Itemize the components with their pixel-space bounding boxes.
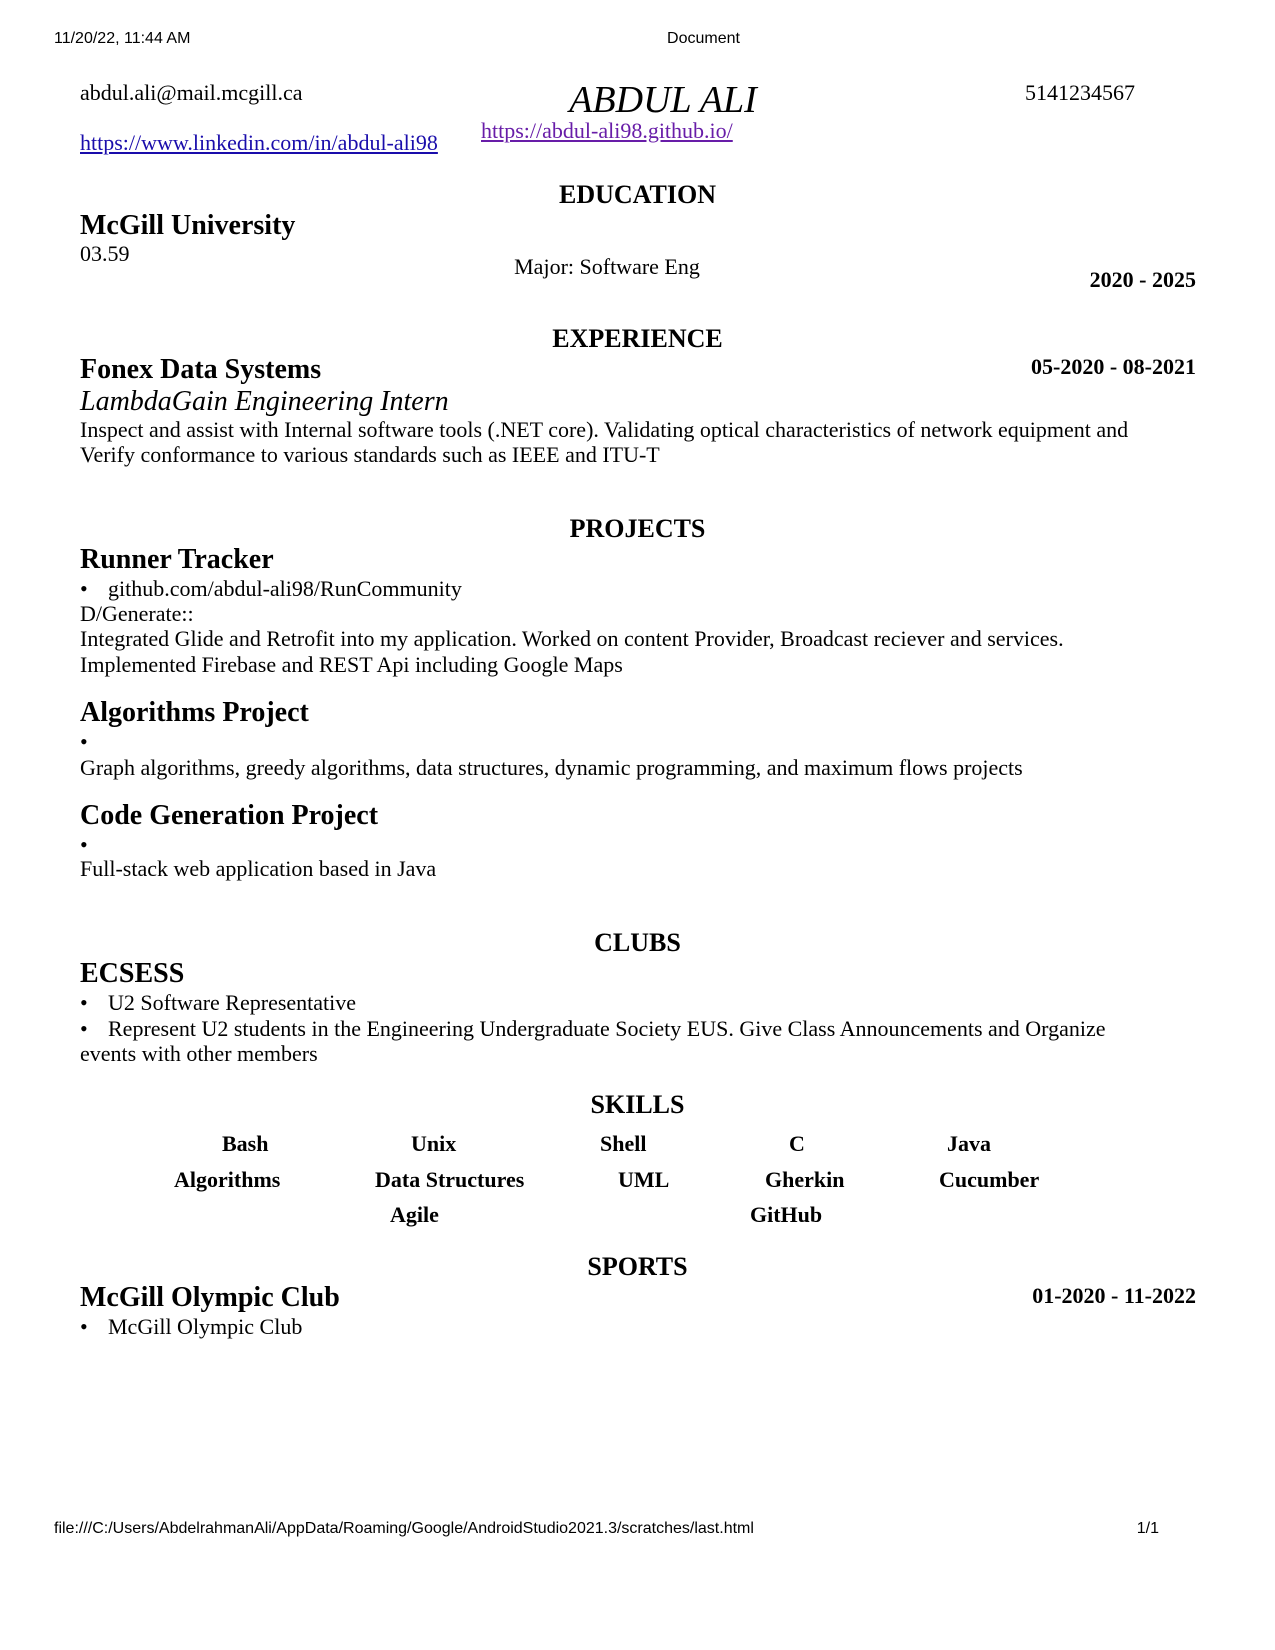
print-page-number: 1/1 bbox=[1136, 1520, 1159, 1537]
project-line: Integrated Glide and Retrofit into my application. Worked on content Provider, Broadcast reciever and services. bbox=[80, 626, 1064, 651]
print-file-path: file:///C:/Users/AbdelrahmanAli/AppData/Roaming/Google/AndroidStudio2021.3/scratches/last.html bbox=[54, 1520, 754, 1537]
sports-heading: SPORTS bbox=[587, 1252, 688, 1281]
experience-role: LambdaGain Engineering Intern bbox=[80, 386, 449, 417]
education-heading: EDUCATION bbox=[559, 180, 716, 209]
page-title: ABDUL ALI bbox=[569, 79, 757, 121]
skill-item: UML bbox=[618, 1167, 670, 1192]
skill-item: Bash bbox=[222, 1131, 269, 1156]
print-datetime: 11/20/22, 11:44 AM bbox=[54, 30, 191, 47]
skill-item: Agile bbox=[390, 1202, 439, 1227]
education-dates: 2020 - 2025 bbox=[1089, 267, 1196, 292]
skills-heading: SKILLS bbox=[590, 1090, 685, 1119]
education-school: McGill University bbox=[80, 210, 296, 241]
education-gpa: 03.59 bbox=[80, 241, 130, 266]
skill-item: Algorithms bbox=[174, 1167, 281, 1192]
experience-dates: 05-2020 - 08-2021 bbox=[1031, 354, 1196, 379]
skill-item: Data Structures bbox=[375, 1167, 525, 1192]
sport-name: McGill Olympic Club bbox=[80, 1282, 340, 1313]
club-bullet: U2 Software Representative bbox=[108, 990, 357, 1015]
skill-item: C bbox=[789, 1131, 805, 1156]
bullet-icon: • bbox=[80, 729, 88, 754]
experience-line: Verify conformance to various standards such as IEEE and ITU-T bbox=[80, 442, 660, 467]
experience-heading: EXPERIENCE bbox=[552, 324, 723, 353]
bullet-icon: • bbox=[80, 990, 88, 1015]
linkedin-link[interactable]: https://www.linkedin.com/in/abdul-ali98 bbox=[80, 130, 438, 155]
skill-item: Shell bbox=[600, 1131, 647, 1156]
project-link: github.com/abdul-ali98/RunCommunity bbox=[108, 576, 462, 601]
club-continuation: events with other members bbox=[80, 1041, 318, 1066]
skill-item: Cucumber bbox=[939, 1167, 1040, 1192]
project-title: Code Generation Project bbox=[80, 800, 379, 831]
project-title: Algorithms Project bbox=[80, 697, 309, 728]
print-title: Document bbox=[667, 30, 740, 47]
experience-line: Inspect and assist with Internal software tools (.NET core). Validating optical characteristics of network equipment and bbox=[80, 417, 1129, 442]
skill-item: GitHub bbox=[750, 1202, 823, 1227]
project-line: Graph algorithms, greedy algorithms, data structures, dynamic programming, and maximum flows projects bbox=[80, 755, 1023, 780]
skill-item: Unix bbox=[411, 1131, 457, 1156]
projects-heading: PROJECTS bbox=[569, 514, 706, 543]
bullet-icon: • bbox=[80, 576, 88, 601]
club-name: ECSESS bbox=[80, 958, 185, 989]
project-tag: D/Generate:: bbox=[80, 601, 194, 626]
skill-item: Gherkin bbox=[765, 1167, 845, 1192]
experience-company: Fonex Data Systems bbox=[80, 354, 322, 385]
bullet-icon: • bbox=[80, 1314, 88, 1339]
bullet-icon: • bbox=[80, 1016, 88, 1041]
bullet-icon: • bbox=[80, 832, 88, 857]
clubs-heading: CLUBS bbox=[594, 928, 681, 957]
phone: 5141234567 bbox=[1025, 80, 1135, 105]
club-bullet: Represent U2 students in the Engineering Undergraduate Society EUS. Give Class Announcements and Organize bbox=[108, 1016, 1106, 1041]
education-major: Major: Software Eng bbox=[514, 254, 700, 279]
skill-item: Java bbox=[947, 1131, 991, 1156]
email: abdul.ali@mail.mcgill.ca bbox=[80, 80, 303, 105]
project-title: Runner Tracker bbox=[80, 544, 274, 575]
project-line: Implemented Firebase and REST Api including Google Maps bbox=[80, 652, 623, 677]
sport-bullet: McGill Olympic Club bbox=[108, 1314, 303, 1339]
website-link[interactable]: https://abdul-ali98.github.io/ bbox=[481, 118, 733, 143]
project-line: Full-stack web application based in Java bbox=[80, 856, 437, 881]
sport-dates: 01-2020 - 11-2022 bbox=[1032, 1283, 1196, 1308]
